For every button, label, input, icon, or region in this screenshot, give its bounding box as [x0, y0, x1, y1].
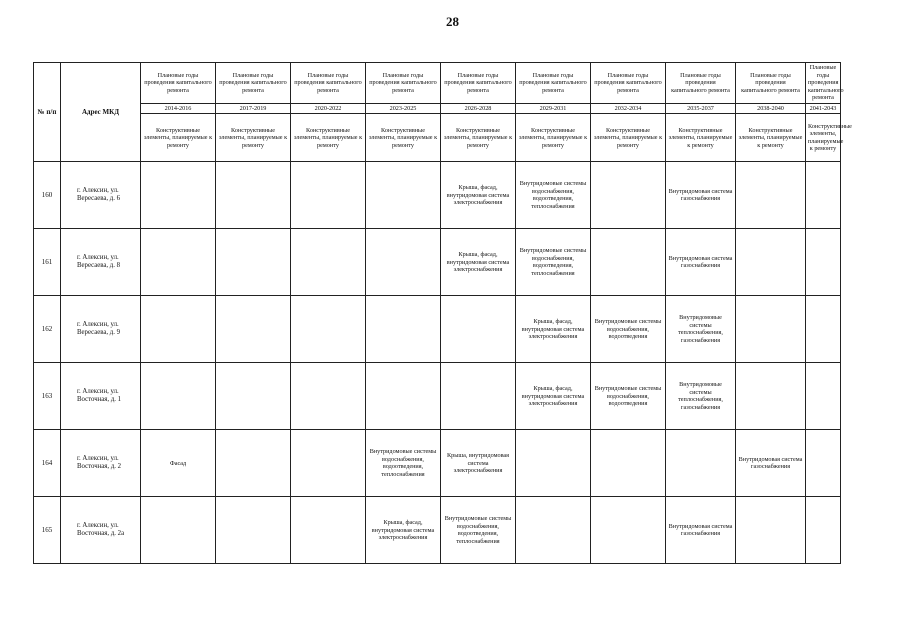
table-row — [34, 363, 841, 430]
repair-cell — [806, 296, 841, 363]
repair-cell: Внутридомовые системы водоснабжения, водоотведения — [591, 296, 666, 363]
repair-cell — [736, 296, 806, 363]
repair-cell: Внутридомовые системы водоснабжения, водоотведения, теплоснабжения — [516, 229, 591, 296]
repair-cell: Внутридомовые системы водоснабжения, водоотведения, теплоснабжения — [366, 430, 441, 497]
repair-cell: Внутридомовая система газоснабжения — [666, 229, 736, 296]
header-number: № п/п — [34, 63, 61, 162]
repair-cell — [591, 430, 666, 497]
header-period-title: Плановые годы проведения капитального ремонта — [736, 63, 806, 104]
table-row — [34, 430, 841, 497]
row-number: 163 — [34, 363, 61, 430]
header-year: 2032-2034 — [591, 103, 666, 114]
header-year: 2041-2043 — [806, 103, 841, 114]
repair-cell — [806, 363, 841, 430]
repair-cell — [806, 162, 841, 229]
repair-cell — [291, 430, 366, 497]
row-number: 162 — [34, 296, 61, 363]
repair-cell — [736, 497, 806, 564]
repair-cell — [516, 430, 591, 497]
row-address: г. Алексин, ул. Восточная, д. 2 — [61, 430, 141, 497]
repair-cell — [216, 363, 291, 430]
repair-cell — [141, 363, 216, 430]
table-row — [34, 497, 841, 564]
row-address: г. Алексин, ул. Вересаева, д. 6 — [61, 162, 141, 229]
repair-cell: Крыша, фасад, внутридомовая система электроснабжения — [516, 363, 591, 430]
repair-cell: Крыша, фасад, внутридомовая система электроснабжения — [441, 162, 516, 229]
repair-cell: Внутридомовая система газоснабжения — [736, 430, 806, 497]
header-year: 2017-2019 — [216, 103, 291, 114]
repair-cell — [736, 229, 806, 296]
row-address: г. Алексин, ул. Восточная, д. 1 — [61, 363, 141, 430]
repair-cell — [591, 229, 666, 296]
repair-cell — [441, 363, 516, 430]
header-year: 2014-2016 — [141, 103, 216, 114]
row-number: 165 — [34, 497, 61, 564]
header-subheader: Конструктивные элементы, планируемые к ремонту — [516, 114, 591, 162]
repair-cell — [736, 363, 806, 430]
table-row — [34, 296, 841, 363]
header-year: 2029-2031 — [516, 103, 591, 114]
row-number: 160 — [34, 162, 61, 229]
repair-cell: Внутридомовая система газоснабжения — [666, 162, 736, 229]
repair-cell: Внутридомовые системы теплоснабжения, газоснабжения — [666, 296, 736, 363]
header-year: 2026-2028 — [441, 103, 516, 114]
repair-cell — [291, 229, 366, 296]
repair-cell — [806, 497, 841, 564]
header-year: 2035-2037 — [666, 103, 736, 114]
repair-cell — [366, 162, 441, 229]
repair-cell — [216, 430, 291, 497]
repair-cell — [291, 296, 366, 363]
repair-cell — [291, 363, 366, 430]
repair-cell — [516, 497, 591, 564]
header-period-title: Плановые годы проведения капитального ремонта — [291, 63, 366, 104]
repair-cell — [141, 497, 216, 564]
repair-cell: Фасад — [141, 430, 216, 497]
repair-cell — [366, 229, 441, 296]
repair-cell — [441, 296, 516, 363]
table-row — [34, 229, 841, 296]
repair-cell — [216, 162, 291, 229]
repair-cell — [141, 162, 216, 229]
header-period-title: Плановые годы проведения капитального ремонта — [366, 63, 441, 104]
header-year: 2038-2040 — [736, 103, 806, 114]
row-number: 161 — [34, 229, 61, 296]
repair-cell — [216, 296, 291, 363]
repair-cell: Крыша, фасад, внутридомовая система электроснабжения — [441, 229, 516, 296]
repair-cell — [591, 497, 666, 564]
header-address: Адрес МКД — [61, 63, 141, 162]
header-subheader: Конструктивные элементы, планируемые к ремонту — [366, 114, 441, 162]
header-subheader: Конструктивные элементы, планируемые к ремонту — [736, 114, 806, 162]
header-period-title: Плановые годы проведения капитального ремонта — [516, 63, 591, 104]
header-subheader: Конструктивные элементы, планируемые к ремонту — [441, 114, 516, 162]
repair-cell — [291, 162, 366, 229]
page-number: 28 — [446, 14, 459, 29]
repair-cell — [736, 162, 806, 229]
repair-cell: Внутридомовые системы теплоснабжения, газоснабжения — [666, 363, 736, 430]
header-period-title: Плановые годы проведения капитального ремонта — [441, 63, 516, 104]
repair-cell: Крыша, фасад, внутридомовая система электроснабжения — [366, 497, 441, 564]
repair-cell: Внутридомовые системы водоснабжения, водоотведения, теплоснабжения — [441, 497, 516, 564]
row-address: г. Алексин, ул. Восточная, д. 2а — [61, 497, 141, 564]
row-address: г. Алексин, ул. Вересаева, д. 8 — [61, 229, 141, 296]
header-subheader: Конструктивные элементы, планируемые к ремонту — [291, 114, 366, 162]
repair-cell — [216, 497, 291, 564]
header-subheader: Конструктивные элементы, планируемые к ремонту — [806, 114, 841, 162]
repair-cell — [591, 162, 666, 229]
row-address: г. Алексин, ул. Вересаева, д. 9 — [61, 296, 141, 363]
header-year: 2020-2022 — [291, 103, 366, 114]
repair-cell — [806, 430, 841, 497]
capital-repair-table — [33, 62, 852, 564]
repair-cell: Внутридомовая система газоснабжения — [666, 497, 736, 564]
header-subheader: Конструктивные элементы, планируемые к ремонту — [216, 114, 291, 162]
repair-cell: Внутридомовые системы водоснабжения, водоотведения — [591, 363, 666, 430]
repair-cell: Крыша, фасад, внутридомовая система электроснабжения — [516, 296, 591, 363]
repair-cell — [291, 497, 366, 564]
repair-cell — [216, 229, 291, 296]
header-period-title: Плановые годы проведения капитального ремонта — [141, 63, 216, 104]
header-period-title: Плановые годы проведения капитального ремонта — [666, 63, 736, 104]
header-period-title: Плановые годы проведения капитального ремонта — [216, 63, 291, 104]
row-number: 164 — [34, 430, 61, 497]
repair-cell — [806, 229, 841, 296]
header-year: 2023-2025 — [366, 103, 441, 114]
table-row — [34, 162, 841, 229]
header-subheader: Конструктивные элементы, планируемые к ремонту — [666, 114, 736, 162]
repair-cell — [141, 296, 216, 363]
repair-cell: Внутридомовые системы водоснабжения, водоотведения, теплоснабжения — [516, 162, 591, 229]
header-period-title: Плановые годы проведения капитального ремонта — [591, 63, 666, 104]
repair-cell — [366, 296, 441, 363]
header-period-title: Плановые годы проведения капитального ремонта — [806, 63, 841, 104]
repair-cell — [366, 363, 441, 430]
repair-cell — [666, 430, 736, 497]
header-subheader: Конструктивные элементы, планируемые к ремонту — [591, 114, 666, 162]
repair-cell: Крыша, внутридомовая система электроснабжения — [441, 430, 516, 497]
repair-cell — [141, 229, 216, 296]
header-subheader: Конструктивные элементы, планируемые к ремонту — [141, 114, 216, 162]
